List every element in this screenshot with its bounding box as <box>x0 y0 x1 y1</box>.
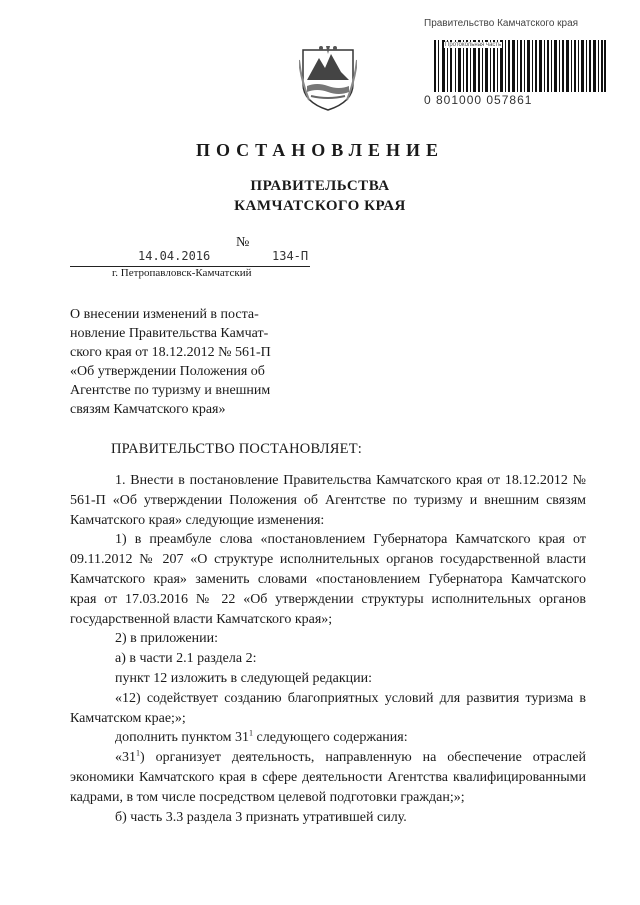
city-name: г. Петропавловск-Камчатский <box>112 267 252 279</box>
document-number: 134-П <box>272 249 309 263</box>
paragraph-3: 2) в приложении: <box>115 631 218 647</box>
subject-line: ского края от 18.12.2012 № 561-П <box>70 345 271 360</box>
issuer-line-1: ПРАВИТЕЛЬСТВА <box>250 178 390 194</box>
p7-superscript: 1 <box>249 728 254 738</box>
subject-line: О внесении изменений в поста- <box>70 307 259 322</box>
subject-line: «Об утверждении Положения об <box>70 364 265 379</box>
registration-stamp <box>424 18 624 107</box>
subject-line: Агентстве по туризму и внешним <box>70 383 271 398</box>
paragraph-8 <box>70 748 586 807</box>
number-sign: № <box>236 235 250 250</box>
paragraph-4: а) в части 2.1 раздела 2: <box>115 651 257 667</box>
stamp-subtitle: Протокольная часть <box>445 42 502 48</box>
p8-text-before: «31 <box>115 750 136 766</box>
document-issuer <box>0 176 640 216</box>
document-body <box>70 471 586 827</box>
document-date: 14.04.2016 <box>138 249 211 263</box>
p8-text-after: ) организует деятельность, направленную на обеспечение отраслей экономики Камчатского края в сфере деятельности Агентства квалифицированными кадрами, в том числе посредством целевой подготовки граждан;»; <box>70 750 586 805</box>
paragraph-1: 1. Внести в постановление Правительства Камчатского края от 18.12.2012 № 561-П «Об утверждении Положения об Агентстве по туризму и внешним связям Камчатского края» следующие изменения: <box>70 473 586 528</box>
stamp-title: Правительство Камчатского края <box>424 18 579 29</box>
document-title: ПОСТАНОВЛЕНИЕ <box>195 140 445 160</box>
paragraph-5: пункт 12 изложить в следующей редакции: <box>115 670 372 686</box>
document-subject <box>70 305 308 419</box>
issuer-line-2: КАМЧАТСКОГО КРАЯ <box>234 198 406 214</box>
paragraph-2: 1) в преамбуле слова «постановлением Губернатора Камчатского края от 09.11.2012 № 207 «О структуре исполнительных органов государственной власти Камчатского края» заменить словами «постановлением Губернатора Камчатского края от 17.03.2016 № 22 «Об утверждении структуры исполнительных органов государственной власти Камчатского края»; <box>70 532 586 627</box>
subject-line: новление Правительства Камчат- <box>70 326 269 341</box>
paragraph-6: «12) содействует созданию благоприятных условий для развития туризма в Камчатском крае;»; <box>70 690 586 726</box>
p8-superscript: 1 <box>136 748 140 758</box>
p7-text-after: следующего содержания: <box>253 730 408 746</box>
paragraph-9: б) часть 3.3 раздела 3 признать утратившей силу. <box>115 809 407 825</box>
coat-of-arms-icon <box>299 40 357 112</box>
subject-line: связям Камчатского края» <box>70 402 226 417</box>
paragraph-7 <box>70 728 586 748</box>
decree-heading: ПРАВИТЕЛЬСТВО ПОСТАНОВЛЯЕТ: <box>111 441 363 457</box>
p7-text-before: дополнить пунктом 31 <box>115 730 250 746</box>
barcode-number: 0 801000 057861 <box>424 93 533 107</box>
